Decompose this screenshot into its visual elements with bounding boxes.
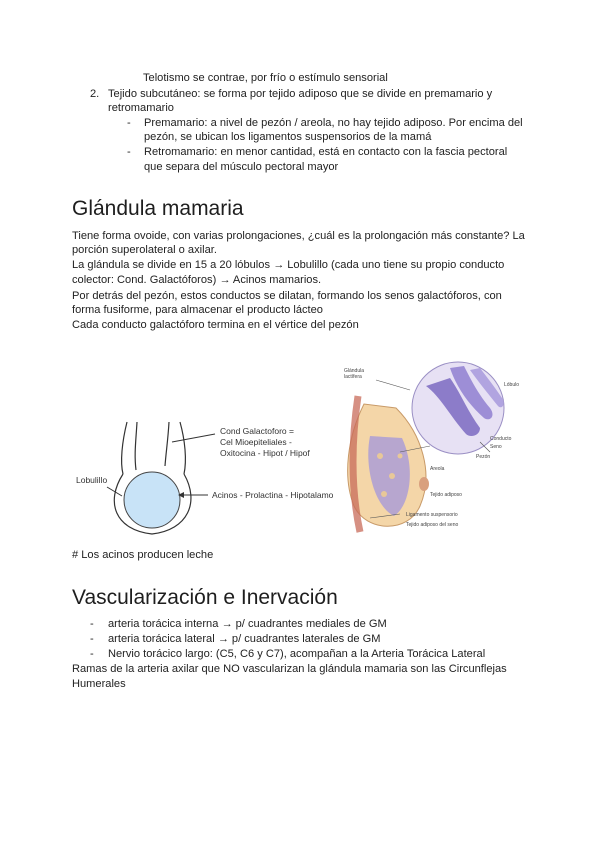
glandula-p3-line1: Por detrás del pezón, estos conductos se dilatan, formando los senos galactóforos, con [72,290,502,302]
premamario-line2: pezón, se ubican los ligamentos suspensorios de la mamá [144,131,432,143]
label-tejido-adiposo-seno: Tejido adiposo del seno [406,522,459,528]
label-lobulillo: Lobulillo [76,475,108,485]
dash-bullet: - [90,618,94,630]
retromamario-line1: Retromamario: en menor cantidad, está en contacto con la fascia pectoral [144,146,508,158]
breast-anatomy-illustration [330,356,530,538]
pointer-line [376,380,410,390]
label-glandula-line1: Glándula [344,368,365,374]
duct-outer-right [180,422,185,474]
label-cond-line3: Oxitocina - Hipot / Hipof [220,448,310,458]
cond-pointer [172,434,215,442]
glandula-p1-line2: porción superolateral o axilar. [72,244,217,256]
label-lobulo: Lóbulo [504,382,520,388]
label-glandula-line2: lactífera [344,374,362,380]
dash-bullet: - [127,146,131,158]
fat-lobule [389,473,395,479]
duct-inner-left [135,422,137,470]
duct-inner-right [165,422,169,466]
vascular-item-2: arteria torácica lateral → p/ cuadrantes laterales de GM [108,633,381,645]
duct-outer-left [122,422,127,474]
vascular-item-3: Nervio torácico largo: (C5, C6 y C7), acompañan a la Arteria Torácica Lateral [108,648,486,660]
nipple [419,477,429,491]
glandula-p2-line1: La glándula se divide en 15 a 20 lóbulos → Lobulillo (cada uno tiene su propio conducto [72,259,505,271]
label-cond-line1: Cond Galactoforo = [220,426,294,436]
label-seno: Seno [490,444,502,450]
label-tejido-adiposo: Tejido adiposo [430,492,462,498]
label-conducto: Conducto [490,436,512,442]
heading-glandula-mamaria: Glándula mamaria [72,197,244,220]
retromamario-line2: que separa del músculo pectoral mayor [144,161,339,173]
fat-lobule [398,454,403,459]
glandula-p1-line1: Tiene forma ovoide, con varias prolongaciones, ¿cuál es la prolongación más constante? La [72,230,525,242]
glandula-p3-line2: forma fusiforme, para almacenar el producto lácteo [72,304,323,316]
glandula-p4-line1: Cada conducto galactóforo termina en el vértice del pezón [72,319,359,331]
figure-caption: # Los acinos producen leche [72,549,214,561]
glandula-p2-line2: colector: Cond. Galactóforos) → Acinos mamarios. [72,274,322,286]
dash-bullet: - [90,648,94,660]
premamario-line1: Premamario: a nivel de pezón / areola, no hay tejido adiposo. Por encima del [144,117,523,129]
fat-lobule [377,453,383,459]
label-areola: Areola [430,466,445,472]
heading-vascularizacion: Vascularización e Inervación [72,586,338,609]
vascular-paragraph-line2: Humerales [72,678,126,690]
dash-bullet: - [90,633,94,645]
tejido-subcutaneo-line2: retromamario [108,102,174,114]
label-pezon: Pezón [476,454,491,460]
vascular-item-1: arteria torácica interna → p/ cuadrantes mediales de GM [108,618,387,630]
telotismo-line: Telotismo se contrae, por frío o estímulo sensorial [143,72,388,84]
fat-lobule [381,491,387,497]
label-ligamento: Ligamento suspensorio [406,512,458,518]
dash-bullet: - [127,117,131,129]
acino-circle [124,472,180,528]
vascular-paragraph-line1: Ramas de la arteria axilar que NO vascularizan la glándula mamaria son las Circunflejas [72,663,507,675]
label-acinos: Acinos - Prolactina - Hipotalamo [212,490,334,500]
list-number-2: 2. [90,88,100,100]
tejido-subcutaneo-line1: Tejido subcutáneo: se forma por tejido adiposo que se divide en premamario y [108,88,493,100]
lobulillo-diagram [70,412,350,547]
label-cond-line2: Cel Mioepiteliales - [220,437,292,447]
